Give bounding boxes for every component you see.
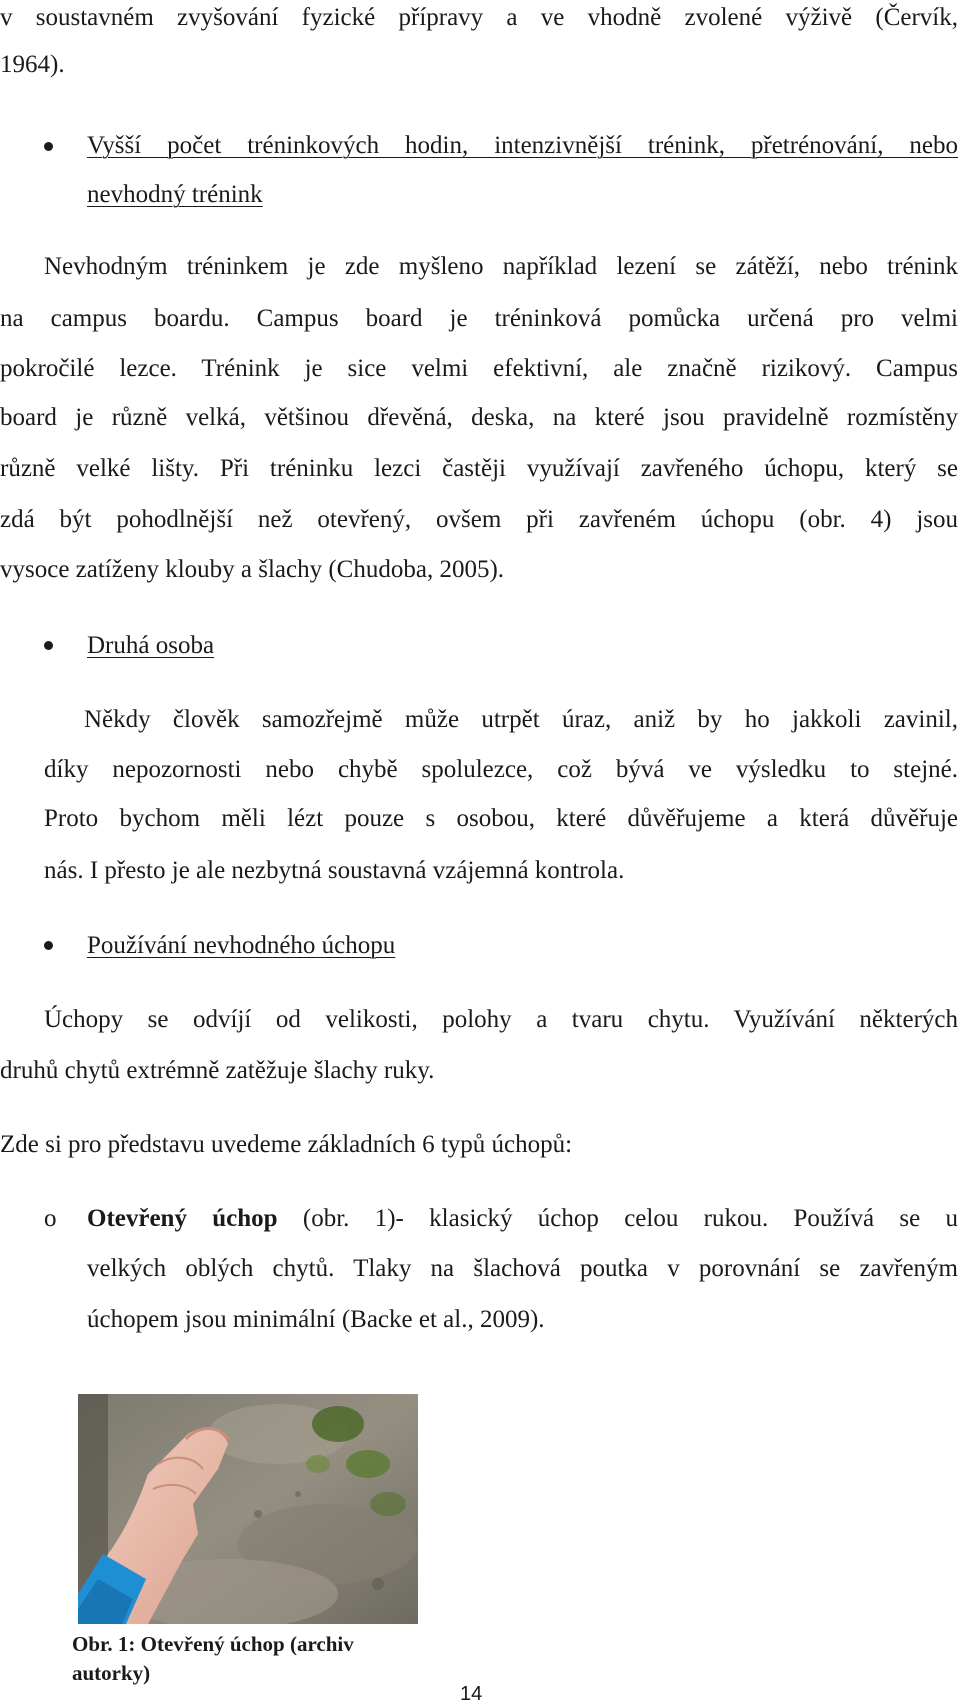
page-number: 14 — [460, 1683, 483, 1705]
bullet-1-paragraph-line: na campus boardu. Campus board je tréninková pomůcka určená pro velmi — [0, 305, 958, 332]
sub-item-line-1: Otevřený úchop (obr. 1)- klasický úchop celou rukou. Používá se u — [87, 1205, 958, 1232]
sub-item-line-3: úchopem jsou minimální (Backe et al., 2009). — [87, 1306, 545, 1333]
bullet-icon — [44, 941, 53, 950]
bullet-2-heading: Druhá osoba — [87, 632, 215, 659]
bullet-1-paragraph-line: zdá být pohodlnější než otevřený, ovšem při zavřeném úchopu (obr. 4) jsou — [0, 506, 958, 533]
intro-line-2: 1964). — [0, 51, 65, 78]
bullet-1-paragraph-line: board je různě velká, většinou dřevěná, deska, na které jsou pravidelně rozmístěny — [0, 404, 958, 431]
figure-caption-line-2: autorky) — [72, 1661, 151, 1685]
bullet-icon — [44, 142, 53, 151]
bullet-1-heading-line-1: Vyšší počet tréninkových hodin, intenzivnější trénink, přetrénování, nebo — [87, 132, 958, 159]
bullet-1-paragraph-line: Nevhodným tréninkem je zde myšleno například lezení se zátěží, nebo trénink — [44, 253, 958, 280]
bullet-1-paragraph-line: pokročilé lezce. Trénink je sice velmi efektivní, ale značně rizikový. Campus — [0, 355, 958, 382]
bullet-2-paragraph-line: Proto bychom měli lézt pouze s osobou, které důvěřujeme a která důvěřuje — [44, 805, 958, 832]
sub-item-line-2: velkých oblých chytů. Tlaky na šlachová poutka v porovnání se zavřeným — [87, 1255, 958, 1282]
bullet-1-paragraph-line: různě velké lišty. Při tréninku lezci častěji využívají zavřeného úchopu, který se — [0, 455, 958, 482]
figure-caption-line-1: Obr. 1: Otevřený úchop (archiv — [72, 1632, 354, 1656]
sub-item-marker: o — [44, 1205, 57, 1232]
bullet-3-heading: Používání nevhodného úchopu — [87, 932, 396, 959]
bullet-icon — [44, 641, 53, 650]
bullet-1-paragraph-line: vysoce zatíženy klouby a šlachy (Chudoba, 2005). — [0, 556, 505, 583]
bullet-1-heading-line-2: nevhodný trénink — [87, 181, 263, 208]
bullet-2-paragraph-line: díky nepozornosti nebo chybě spolulezce, což bývá ve výsledku to stejné. — [44, 756, 958, 783]
sub-item-term: Otevřený úchop — [87, 1205, 278, 1232]
types-intro: Zde si pro představu uvedeme základních 6 typů úchopů: — [0, 1131, 573, 1158]
bullet-2-paragraph-line: Někdy člověk samozřejmě může utrpět úraz, aniž by ho jakkoli zavinil, — [84, 706, 958, 733]
bullet-3-paragraph-line: Úchopy se odvíjí od velikosti, polohy a tvaru chytu. Využívání některých — [44, 1006, 958, 1033]
figure-photo — [78, 1394, 418, 1624]
bullet-2-paragraph-line: nás. I přesto je ale nezbytná soustavná vzájemná kontrola. — [44, 857, 625, 884]
bullet-3-paragraph-line: druhů chytů extrémně zatěžuje šlachy ruky. — [0, 1057, 435, 1084]
intro-line-1: v soustavném zvyšování fyzické přípravy a ve vhodně zvolené výživě (Červík, — [0, 4, 958, 31]
